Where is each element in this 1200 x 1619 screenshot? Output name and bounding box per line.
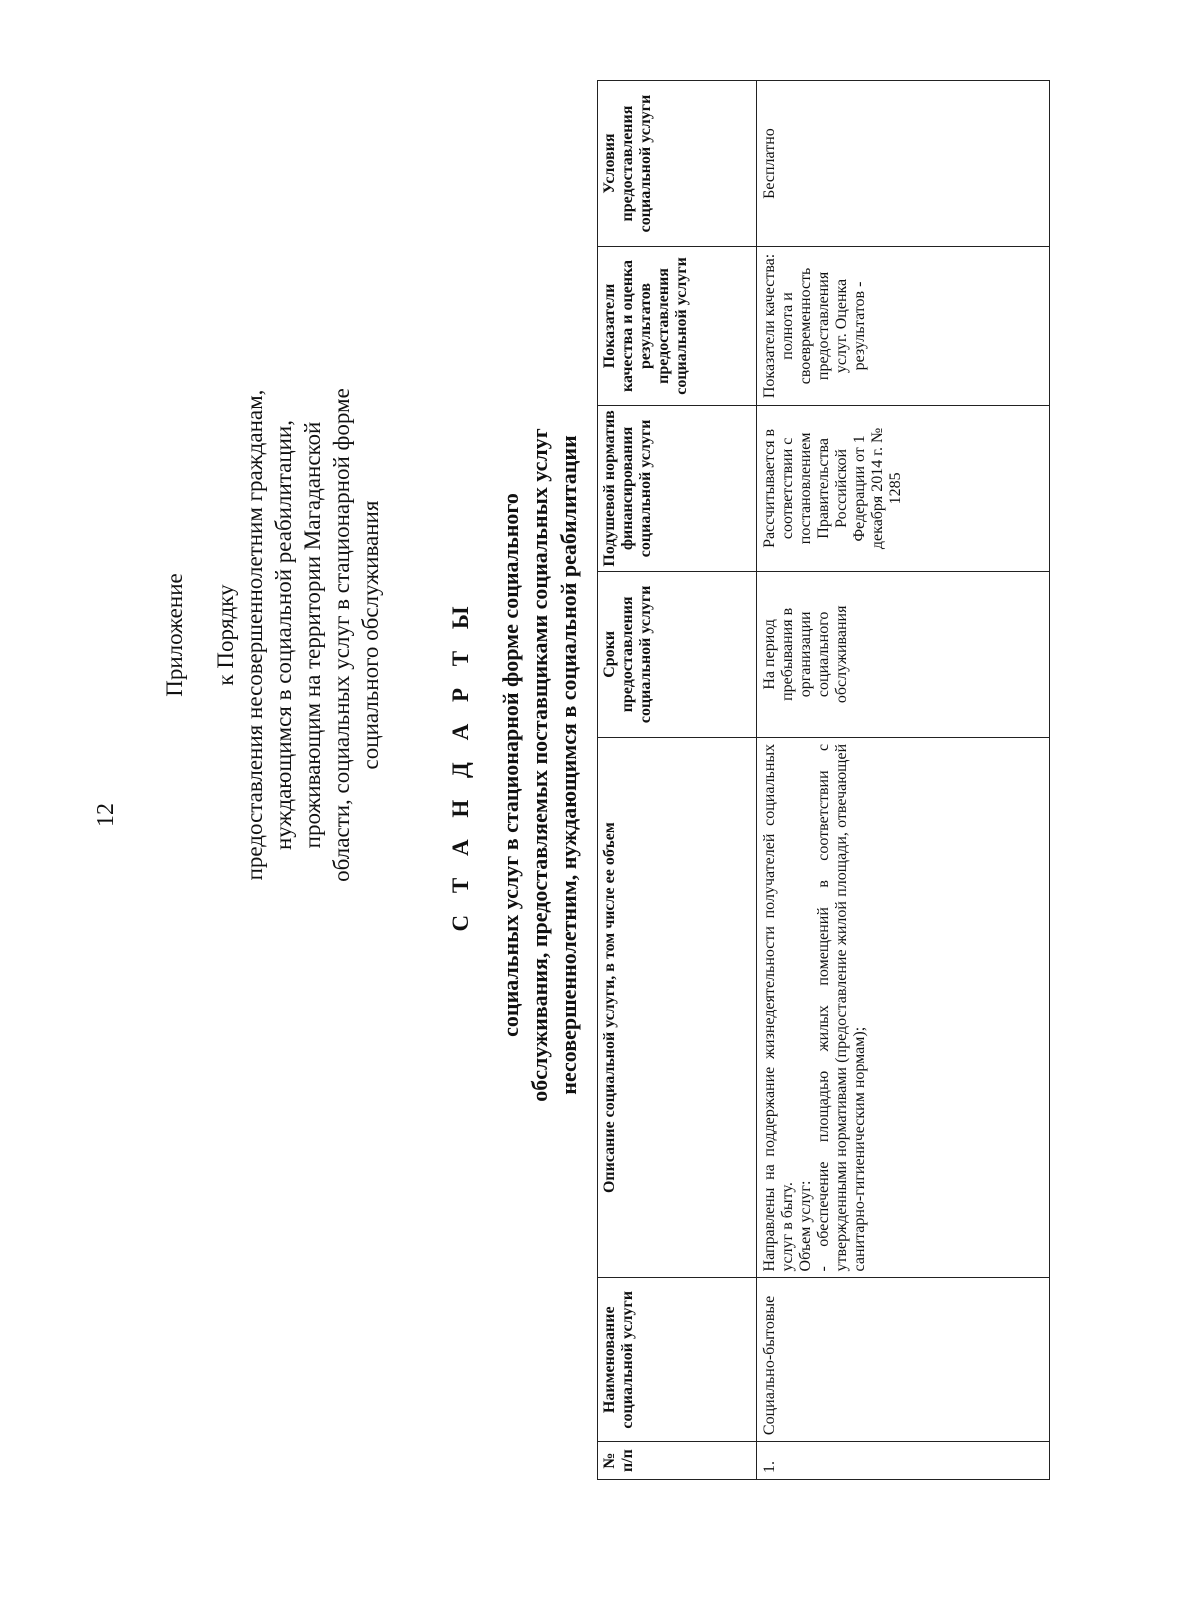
cell-name: Социально-бытовые	[757, 1278, 1050, 1442]
annex-header	[160, 375, 385, 895]
text-line: области, социальных услуг в стационарной форме	[329, 388, 354, 882]
table-row	[757, 81, 1050, 1480]
text-line: обслуживания, предоставляемых поставщиками социальных услуг	[527, 428, 552, 1102]
text-line: Объем услуг:	[797, 1180, 814, 1272]
text-line: к Порядку	[213, 584, 238, 686]
annex-title: Приложение	[162, 573, 187, 697]
document-title: С Т А Н Д А Р Т Ы	[448, 598, 473, 932]
cell-financing: Рассчитывается в соответствии с постановлением Правительства Российской Федерации от 1 декабря 2014 г. № 1285	[757, 405, 1050, 571]
cell-conditions: Бесплатно	[757, 81, 1050, 247]
header-terms: Сроки предоставления социальной услуги	[598, 571, 757, 737]
text-line: несовершеннолетним, нуждающимся в социальной реабилитации	[556, 435, 581, 1095]
standards-table	[597, 80, 1050, 1480]
header-name: Наименование социальной услуги	[598, 1278, 757, 1442]
cell-quality: Показатели качества: полнота и своевременность предоставления услуг. Оценка результатов -	[757, 247, 1050, 406]
text-line: проживающим на территории Магаданской	[300, 421, 325, 849]
text-line: нуждающимся в социальной реабилитации,	[271, 420, 296, 850]
header-quality: Показатели качества и оценка результатов предоставления социальной услуги	[598, 247, 757, 406]
text-line: социального обслуживания	[358, 500, 383, 770]
text-line: - обеспечение площадью жилых помещений в соответствии с утвержденными нормативами (предоставление жилой площади, отвечающей санитарно-гигиеническим нормам);	[815, 743, 868, 1272]
annex-subtitle	[211, 375, 385, 895]
header-conditions: Условия предоставления социальной услуги	[598, 81, 757, 247]
cell-description	[757, 737, 1050, 1278]
header-financing: Подушевой норматив финансирования социальной услуги	[598, 405, 757, 571]
table-header-row	[598, 81, 757, 1480]
page-number: 12	[93, 803, 119, 827]
text-line: предоставления несовершеннолетним гражданам,	[242, 389, 267, 881]
document-subtitle	[496, 265, 583, 1265]
text-line: социальных услуг в стационарной форме социального	[498, 493, 523, 1037]
cell-terms: На период пребывания в организации социального обслуживания	[757, 571, 1050, 737]
document-heading	[448, 265, 583, 1265]
text-line: Направлены на поддержание жизнедеятельности получателей социальных услуг в быту.	[761, 743, 796, 1272]
header-num: № п/п	[598, 1442, 757, 1480]
header-description: Описание социальной услуги, в том числе ее объем	[598, 737, 757, 1278]
cell-num: 1.	[757, 1442, 1050, 1480]
rotated-content	[65, 65, 1195, 1555]
